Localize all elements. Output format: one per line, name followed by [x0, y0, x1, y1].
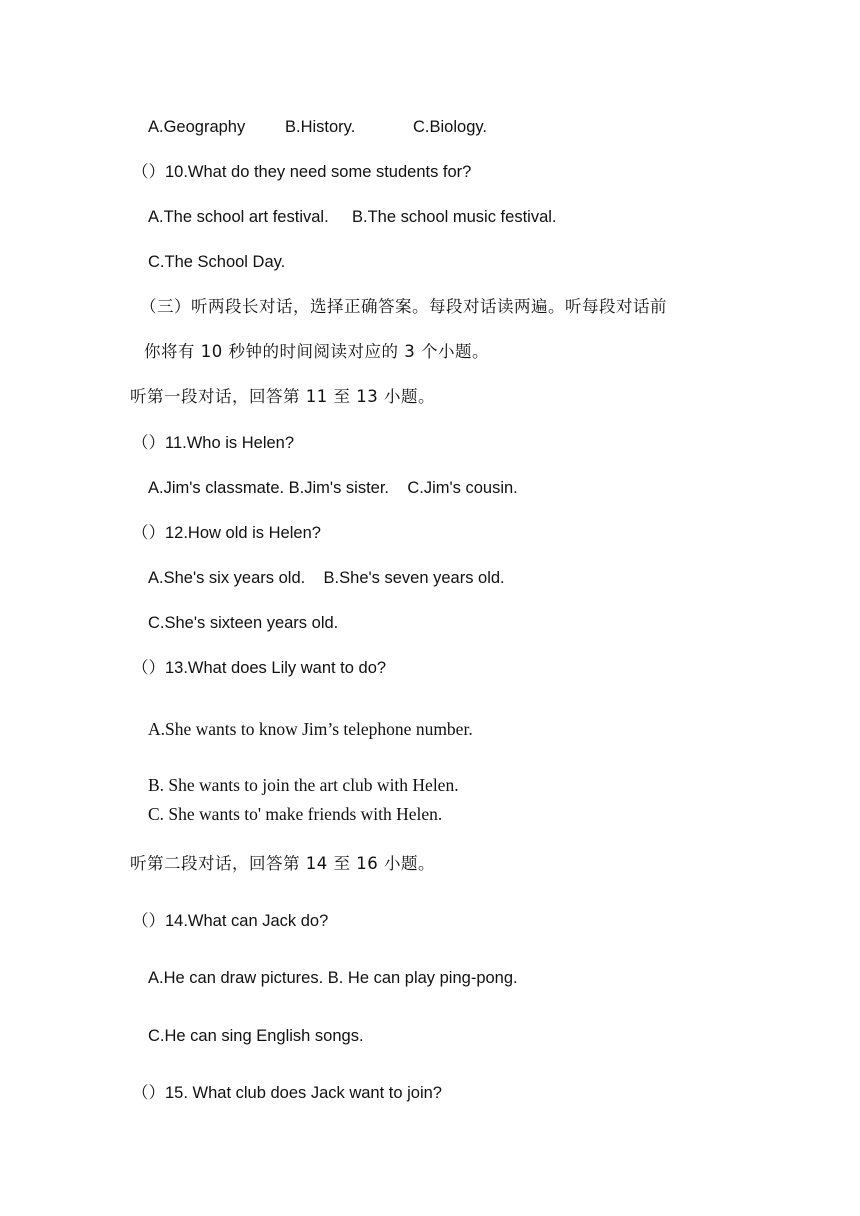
q9-option-c: C.Biology. — [413, 118, 487, 136]
q13-option-a: A.She wants to know Jim’s telephone number. — [148, 719, 473, 739]
question-10: （）10.What do they need some students for? — [132, 163, 472, 181]
section-3-instructions-line-1: （三）听两段长对话，选择正确答案。每段对话读两遍。听每段对话前 — [140, 297, 667, 316]
q12-options-ab: A.She's six years old. B.She's seven years old. — [148, 569, 505, 587]
question-14: （）14.What can Jack do? — [132, 912, 329, 930]
q11-options: A.Jim's classmate. B.Jim's sister. C.Jim's cousin. — [148, 479, 518, 497]
q9-option-b: B.History. — [285, 118, 356, 136]
section-3-instructions-line-2: 你将有 10 秒钟的时间阅读对应的 3 个小题。 — [144, 342, 489, 361]
q10-option-b: B.The school music festival. — [352, 208, 557, 226]
q9-option-a: A.Geography — [148, 118, 246, 136]
question-12: （）12.How old is Helen? — [132, 524, 321, 542]
dialogue-2-heading: 听第二段对话，回答第 14 至 16 小题。 — [130, 854, 435, 873]
q12-option-c: C.She's sixteen years old. — [148, 614, 339, 632]
question-13: （）13.What does Lily want to do? — [132, 659, 387, 677]
question-15: （）15. What club does Jack want to join? — [132, 1084, 442, 1102]
question-11: （）11.Who is Helen? — [132, 434, 295, 452]
q10-option-c: C.The School Day. — [148, 253, 286, 271]
q13-option-b: B. She wants to join the art club with Helen. — [148, 775, 459, 795]
dialogue-1-heading: 听第一段对话，回答第 11 至 13 小题。 — [130, 387, 435, 406]
q14-options-ab: A.He can draw pictures. B. He can play ping-pong. — [148, 969, 518, 987]
q10-option-a: A.The school art festival. — [148, 208, 329, 226]
q13-option-c: C. She wants to' make friends with Helen. — [148, 804, 443, 824]
q14-option-c: C.He can sing English songs. — [148, 1027, 364, 1045]
